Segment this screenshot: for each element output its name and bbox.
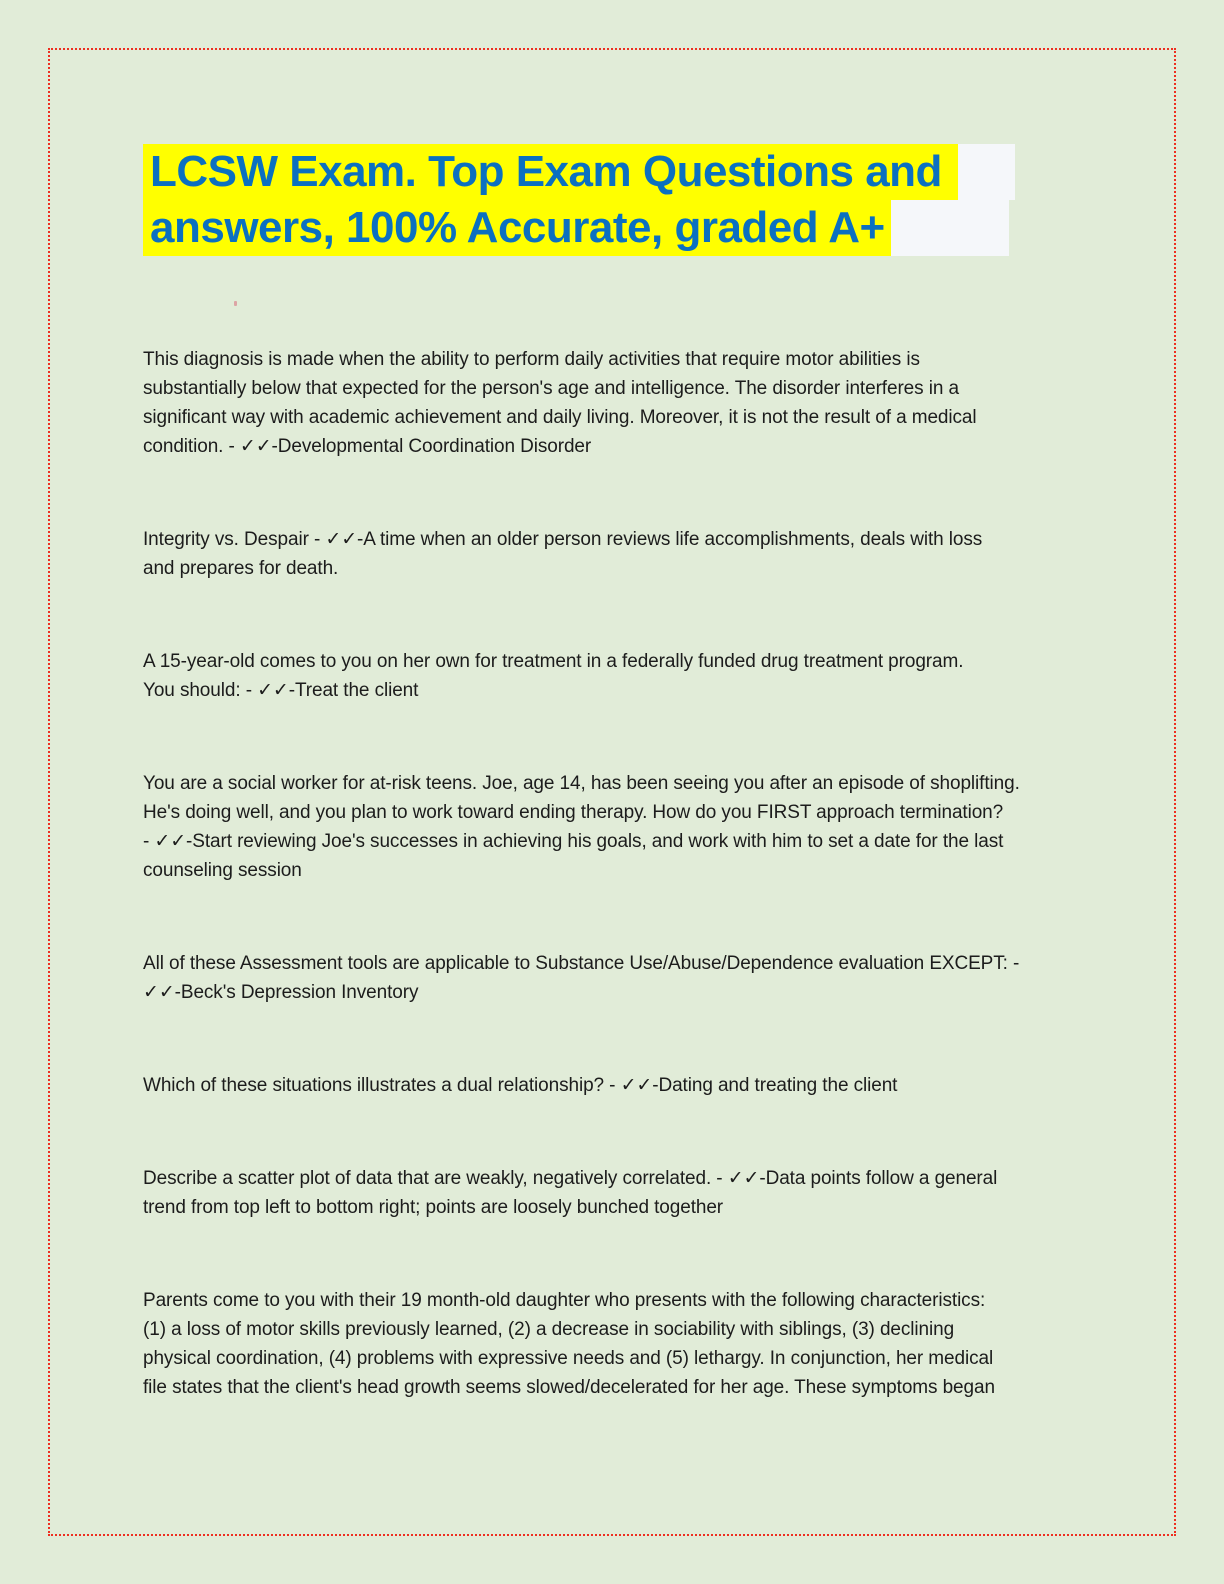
title-text-line-2: answers, 100% Accurate, graded A+ (143, 200, 891, 256)
text-line: A 15-year-old comes to you on her own for treatment in a federally funded drug treatment program. (143, 651, 964, 672)
text-line: This diagnosis is made when the ability to perform daily activities that require motor abilities is (143, 349, 920, 370)
qa-paragraph (143, 1071, 1103, 1100)
text-line: He's doing well, and you plan to work toward ending therapy. How do you FIRST approach termination? (143, 802, 1004, 823)
text-line: and prepares for death. (143, 558, 339, 579)
document-title (143, 144, 1015, 256)
text-line: substantially below that expected for the person's age and intelligence. The disorder interferes in a (143, 378, 959, 399)
text-line: Integrity vs. Despair - ✓✓-A time when an older person reviews life accomplishments, deals with loss (143, 529, 983, 550)
text-line: - ✓✓-Start reviewing Joe's successes in achieving his goals, and work with him to set a date for the last (143, 831, 1004, 852)
white-patch (891, 200, 1009, 256)
text-line: ✓✓-Beck's Depression Inventory (143, 982, 419, 1003)
text-line: Describe a scatter plot of data that are weakly, negatively correlated. - ✓✓-Data points follow a general (143, 1168, 998, 1189)
qa-paragraph (143, 345, 1103, 461)
stray-dot (234, 301, 237, 306)
title-line (143, 200, 1015, 256)
qa-paragraph (143, 949, 1103, 1007)
text-line: condition. - ✓✓-Developmental Coordination Disorder (143, 436, 592, 457)
qa-content (143, 345, 1103, 1466)
qa-paragraph (143, 769, 1103, 885)
text-line: counseling session (143, 860, 302, 881)
text-line: file states that the client's head growth seems slowed/decelerated for her age. These symptoms began (143, 1377, 995, 1398)
title-line (143, 144, 1015, 200)
text-line: physical coordination, (4) problems with expressive needs and (5) lethargy. In conjunction, her medical (143, 1348, 994, 1369)
title-text-line-1: LCSW Exam. Top Exam Questions and (143, 144, 958, 200)
qa-paragraph (143, 647, 1103, 705)
text-line: You should: - ✓✓-Treat the client (143, 680, 419, 701)
text-line: You are a social worker for at-risk teens. Joe, age 14, has been seeing you after an episode of shoplifting. (143, 773, 1020, 794)
text-line: Which of these situations illustrates a dual relationship? - ✓✓-Dating and treating the client (143, 1075, 898, 1096)
text-line: All of these Assessment tools are applicable to Substance Use/Abuse/Dependence evaluation EXCEPT: - (143, 953, 1020, 974)
white-patch (958, 144, 1015, 200)
text-line: Parents come to you with their 19 month-old daughter who presents with the following characteristics: (143, 1290, 986, 1311)
qa-paragraph (143, 1286, 1103, 1402)
text-line: significant way with academic achievement and daily living. Moreover, it is not the result of a medical (143, 407, 977, 428)
text-line: trend from top left to bottom right; points are loosely bunched together (143, 1197, 724, 1218)
qa-paragraph (143, 1164, 1103, 1222)
text-line: (1) a loss of motor skills previously learned, (2) a decrease in sociability with siblings, (3) declining (143, 1319, 955, 1340)
qa-paragraph (143, 525, 1103, 583)
